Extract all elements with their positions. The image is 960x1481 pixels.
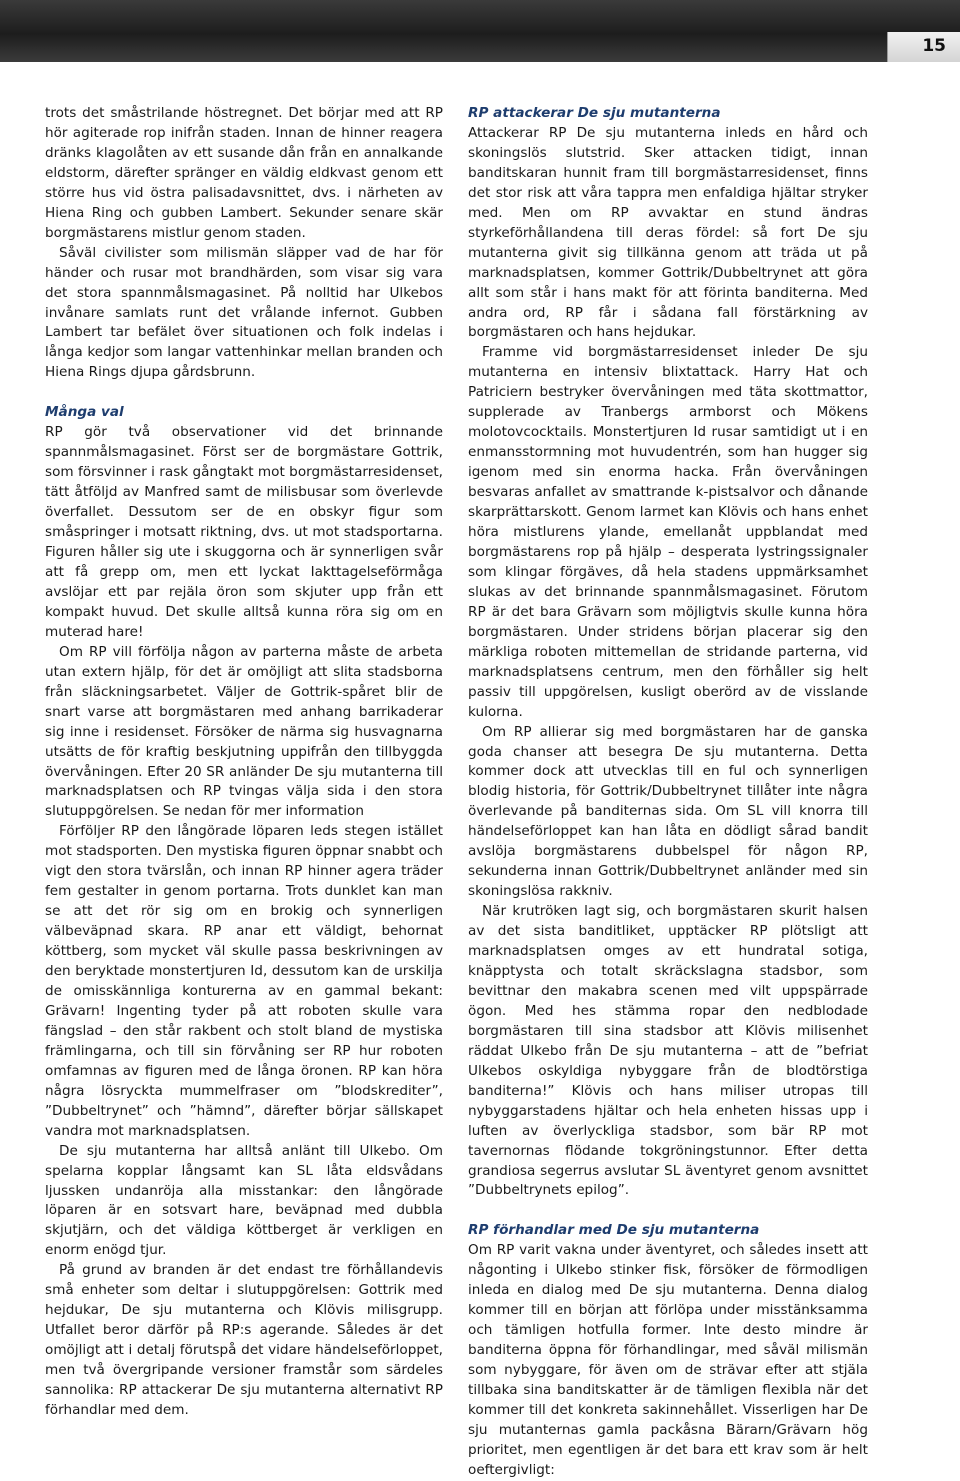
section-heading: RP attackerar De sju mutanterna	[468, 105, 721, 121]
paragraph: På grund av branden är det endast tre förhållandevis små enheter som deltar i slutuppgörelsen: Gottrik med hejdukar, De sju mutanterna och Klövis milisgrupp. Utfallet beror därför på RP:s agerande. Således är det omöjligt att i detalj förutspå det vidare händelseförloppet, men två övergripande versioner framstår som särdeles sannolika: RP attackerar De sju mutanterna alternativt RP förhandlar med dem.	[45, 1262, 443, 1418]
paragraph: De sju mutanterna har alltså anlänt till Ulkebo. Om spelarna kopplar långsamt kan SL låta eldsvådans ljussken undanröja alla misstankar: den långörade löparen är en sotsvart hare, beväpnad med dubbla skjutjärn, och det väldiga köttberget är verkligen en enorm enögd tjur.	[45, 1142, 443, 1259]
paragraph: När krutröken lagt sig, och borgmästaren skurit halsen av det sista banditliket, upptäcker RP plötsligt att marknadsplatsen omges av ett hundratal sotiga, knäpptysta och totalt skräckslagna stadsbor, som bevittnar den makabra scenen med vilt uppspärrade ögon. Med hes stämma ropar den nedblodade borgmästaren till sina stadsbor att Klövis milisenhet räddat Ulkebo från De sju mutanterna – att de ”befriat Ulkebos oskyldiga nybyggare från de blodtörstiga banditerna!” Klövis och hans miliser utropas till nybyggarstadens hjältar och hela enheten hissas upp i luften av överlyckliga stadsbor, som bär RP mot tavernornas flödande tokgröningstunnor. Efter detta grandiosa segerrus avslutar SL äventyret genom avsnittet ”Dubbeltrynets epilog”.	[468, 903, 868, 1199]
section-heading: Många val	[45, 404, 124, 421]
paragraph: trots det småstrilande höstregnet. Det börjar med att RP hör agiterade rop inifrån staden. Innan de hinner reagera dränks klagolåten av ett susande dån från en annalkande eldstorm, därefter spränger en väldig eldkvast genom ett större hus vid östra palisadavsnittet, dvs. i närheten av Hiena Ring och gubben Lambert. Sekunder senare skär borgmästarens mistlur genom staden.	[45, 105, 443, 241]
right-column	[468, 104, 868, 1481]
paragraph: Om RP vill förfölja någon av parterna måste de arbeta utan extern hjälp, för det är omöjligt att slita stadsborna från släckningsarbetet. Väljer de Gottrik-spåret blir de snart varse att borgmästaren med anhang barrikaderar sig inne i residenset. Försöker de närma sig husvagnarna utsätts de för kraftig beskjutning uppifrån den tillbyggda övervåningen. Efter 20 SR anländer De sju mutanterna till marknadsplatsen och RP tvingas välja sida i den stora slutuppgörelsen. Se nedan för mer information	[45, 643, 443, 820]
page-number: 15	[922, 36, 946, 56]
section-heading: RP förhandlar med De sju mutanterna	[468, 1222, 760, 1239]
paragraph: Såväl civilister som milismän släpper vad de har för händer och rusar mot brandhärden, som visar sig vara det stora spannmålsmagasinet. På nolltid har Ulkebos invånare samlats runt det vrålande infernot. Gubben Lambert tar befälet över situationen och folk indelas i långa kedjor som langar vattenhinkar mellan branden och Hiena Rings djupa gårdsbrunn.	[45, 244, 443, 381]
paragraph: Attackerar RP De sju mutanterna inleds en hård och skoningslös slutstrid. Sker attacken tidigt, innan banditskaran hunnit fram till borgmästarresidenset, finns det stor risk att våra tappra men enfaldiga hjältar stryker med. Men om RP avvaktar en stund ändras styrkeförhållandena till deras fördel: så fort De sju mutanterna givit sig tillkänna genom att träda ut på marknadsplatsen, kommer Gottrik/Dubbeltrynet att göra allt som står i hans makt för att förinta banditerna. Med andra ord, RP får i sådana fall förstärkning av borgmästaren och hans hejdukar.	[468, 124, 868, 341]
paragraph: Om RP allierar sig med borgmästaren har de ganska goda chanser att besegra De sju mutanterna. Detta kommer dock att utvecklas till en ful och synnerligen blodig historia, för Gottrik/Dubbeltrynet tillåter inte några överlevande på banditernas sida. Om SL vill knorra till händelseförloppet kan han låta en dödligt sårad bandit avslöja borgmästarens dubbelspel för någon RP, sekunderna innan Gottrik/Dubbeltrynet anländer med sin skoningslösa rakkniv.	[468, 723, 868, 900]
paragraph: Framme vid borgmästarresidenset inleder De sju mutanterna en intensiv blixtattack. Harry Hat och Patriciern bestryker övervåningen med täta skottmattor, supplerade av Tranbergs armborst och Mökens molotovcocktails. Monstertjuren Id rusar samtidigt ut i en enmansstormning mot huvudentrén, som han hugger sig igenom med sin enorma hacka. Från övervåningen besvaras anfallet av smattrande k-pistsalvor och dånande skarprättarskott. Genom larmet kan Klövis och hans enhet höra mistlurens ylande, emellanåt uppblandat med borgmästarens rop på hjälp – desperata lystringssignaler som klingar förgäves, då hela stadens uppmärksamhet slukas av det brinnande spannmålsmagasinet. Förutom RP är det bara Grävarn som möjligtvis skulle kunna höra borgmästaren. Under stridens början placerar sig den märkliga roboten mittemellan de stridande parterna, vid marknadsplatsens centrum, men den förhåller sig helt passiv till uppgörelsen, kusligt oberörd av de visslande kulorna.	[468, 344, 868, 720]
paragraph: RP gör två observationer vid det brinnande spannmålsmagasinet. Först ser de borgmästare Gottrik, som försvinner i rask gångtakt mot borgmästarresidenset, tätt åtföljd av Manfred samt de milisbusar som överlevde överfallet. Dessutom ser de en obskyr figur som småspringer i motsatt riktning, dvs. ut mot stadsportarna. Figuren håller sig ute i skuggorna och är synnerligen svår att få grepp om, men ett lyckat Iakttagelseförmåga avslöjar ett par rejäla öron som skjuter upp från ett kompakt huvud. Det skulle alltså kunna röra sig om en muterad hare!	[45, 424, 443, 640]
left-column	[45, 104, 443, 1421]
page-number-box	[887, 32, 960, 62]
paragraph: Om RP varit vakna under äventyret, och således insett att någonting i Ulkebo stinker fisk, försöker de förmodligen inleda en dialog med De sju mutanterna. Denna dialog kommer till en början att förlöpa under misstänksamma och tämligen hotfulla former. Inte desto mindre är banditerna öppna för förhandlingar, med såväl milismän som nybyggare, för även om de strävar efter att stjäla tillbaka sina banditskatter är de tämligen flexibla när det kommer till det konkreta sakinnehållet. Visserligen har De sju mutanternas gamla packåsna Bärarn/Grävarn hög prioritet, men egentligen är det bara ett krav som är helt oeftergivligt:	[468, 1242, 868, 1478]
header-bar	[0, 0, 960, 62]
paragraph: Förföljer RP den långörade löparen leds stegen istället mot stadsporten. Den mystiska figuren öppnar snabbt och vigt den stora tvärslån, och innan RP hinner agera träder fem gestalter in genom portarna. Trots dunklet kan man se att det rör sig om en brokig och synnerligen välbeväpnad skara. RP anar ett väldigt, behornat köttberg, som mycket väl skulle passa beskrivningen av den beryktade monstertjuren Id, dessutom kan de urskilja de omisskännliga konturerna av en gammal bekant: Grävarn! Ingenting tyder på att roboten skulle vara fängslad – den står rakbent och stolt bland de mystiska främlingarna, och till sin förvåning ser RP hur roboten omfamnas av figuren med de långa öronen. RP kan höra några lösryckta mummelfraser om ”blodskrediter”, ”Dubbeltrynet” och ”hämnd”, därefter börjar sällskapet vandra mot marknadsplatsen.	[45, 823, 443, 1139]
